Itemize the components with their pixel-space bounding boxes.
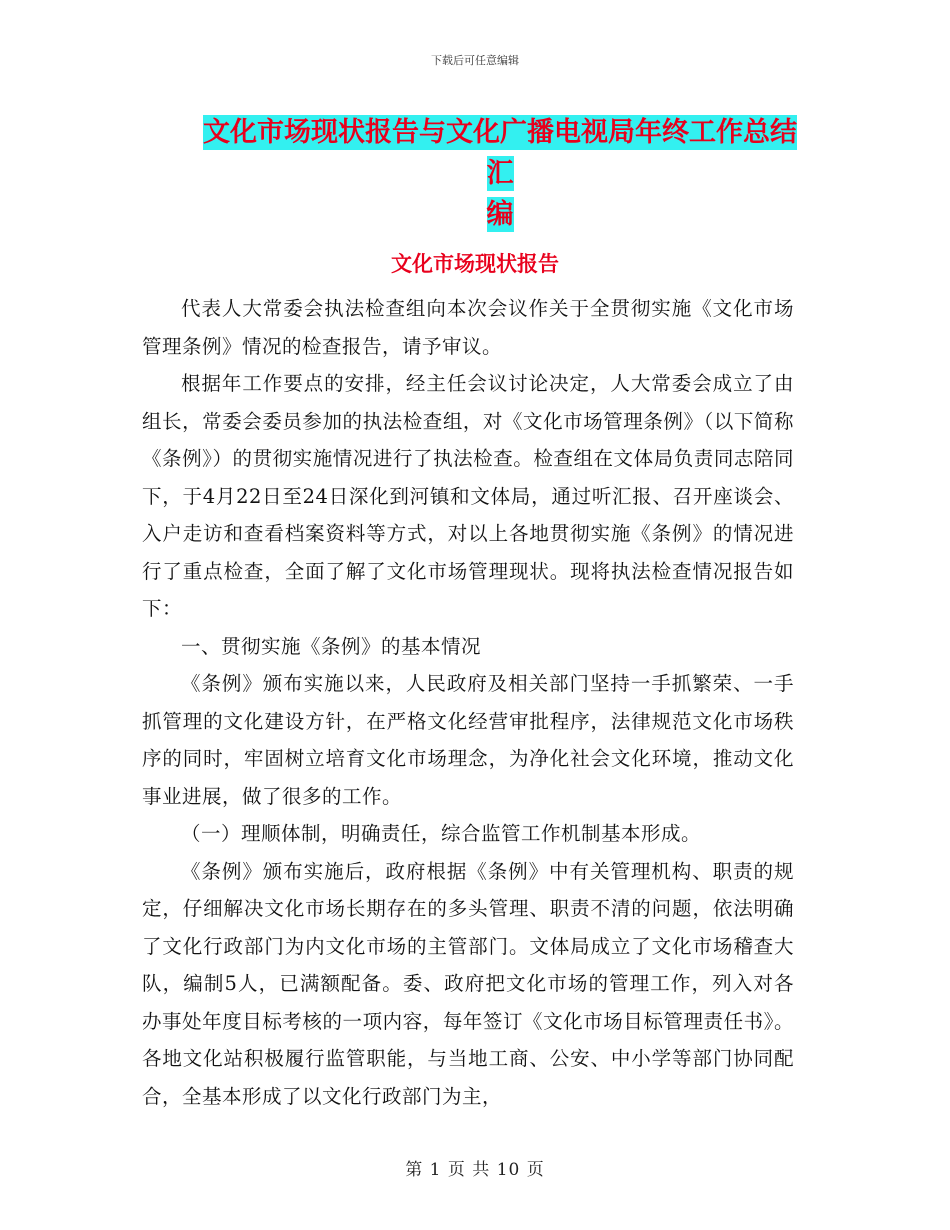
paragraph: （一）理顺体制，明确责任，综合监管工作机制基本形成。 [181, 822, 702, 845]
document-title [190, 112, 810, 235]
page-footer: 第 1 页 共 10 页 [405, 1160, 545, 1180]
paragraph: 一、贯彻实施《条例》的基本情况 [181, 634, 482, 658]
paragraph: 《条例》颁布实施后，政府根据《条例》中有关管理机构、职责的规定，仔细解决文化市场长期存在的多头管理、职责不清的问题，依法明确了文化行政部门为内文化市场的主管部门。文体局成立了文化市场稽查大队，编制5人，已满额配备。委、政府把文化市场的管理工作，列入对各办事处年度目标考核的一项内容，每年签订《文化市场目标管理责任书》。各地文化站积极履行监管职能，与当地工商、公安、中小学等部门协同配合，全基本形成了以文化行政部门为主， [142, 859, 794, 1108]
section-title: 文化市场现状报告 [391, 252, 559, 276]
paragraph: 《条例》颁布实施以来，人民政府及相关部门坚持一手抓繁荣、一手抓管理的文化建设方针，在严格文化经营审批程序，法律规范文化市场秩序的同时，牢固树立培育文化市场理念，为净化社会文化环境，推动文化事业进展，做了很多的工作。 [142, 672, 794, 808]
title-line-1: 文化市场现状报告与文化广播电视局年终工作总结汇 [203, 117, 797, 189]
header-note: 下载后可任意编辑 [431, 54, 519, 67]
paragraph: 代表人大常委会执法检查组向本次会议作关于全贯彻实施《文化市场管理条例》情况的检查报告，请予审议。 [142, 297, 794, 358]
paragraph: 根据年工作要点的安排，经主任会议讨论决定，人大常委会成立了由组长，常委会委员参加的执法检查组，对《文化市场管理条例》（以下简称《条例》）的贯彻实施情况进行了执法检查。检查组在文体局负责同志陪同下，于4月22日至24日深化到河镇和文体局，通过听汇报、召开座谈会、入户走访和查看档案资料等方式，对以上各地贯彻实施《条例》的情况进行了重点检查，全面了解了文化市场管理现状。现将执法检查情况报告如下： [142, 372, 794, 620]
document-body [142, 290, 794, 1115]
title-line-2: 编 [486, 199, 514, 230]
